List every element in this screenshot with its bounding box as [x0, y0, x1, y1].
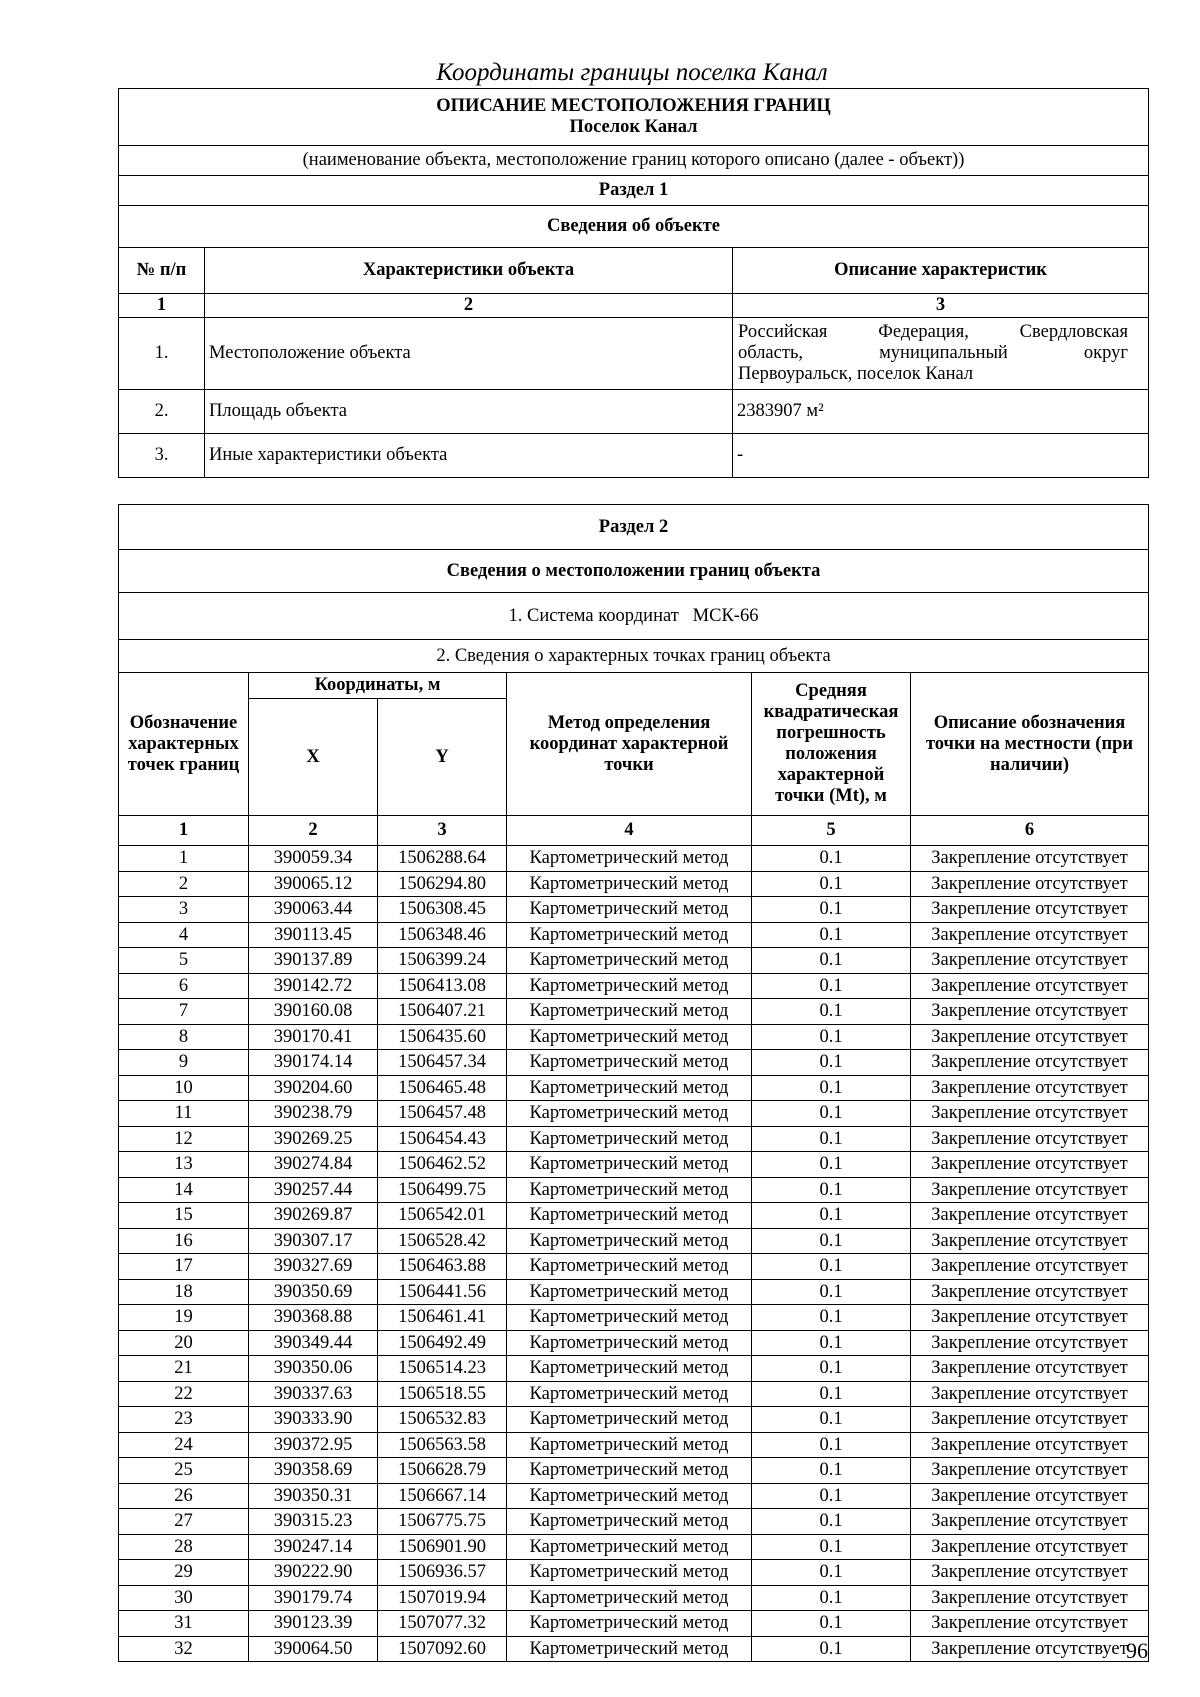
point-id: 3 — [119, 897, 249, 923]
header-coordinates: Координаты, м — [249, 673, 507, 699]
point-method: Картометрический метод — [507, 1483, 752, 1509]
point-x: 390274.84 — [249, 1152, 378, 1178]
point-description: Закрепление отсутствует — [911, 1483, 1149, 1509]
point-x: 390160.08 — [249, 999, 378, 1025]
point-error: 0.1 — [752, 1407, 911, 1433]
header-y: Y — [378, 699, 507, 816]
object-info-table — [118, 88, 1149, 478]
point-description: Закрепление отсутствует — [911, 1585, 1149, 1611]
table-row — [119, 871, 1149, 897]
section2-title: Сведения о местоположении границ объекта — [119, 550, 1149, 593]
point-id: 32 — [119, 1636, 249, 1662]
point-x: 390257.44 — [249, 1177, 378, 1203]
col-number: 1 — [119, 816, 249, 846]
description-heading-cell — [119, 89, 1149, 146]
table-row — [119, 973, 1149, 999]
location-line: Российская Федерация, Свердловская — [738, 322, 1129, 342]
col-number: 2 — [249, 816, 378, 846]
table-row — [119, 1611, 1149, 1637]
point-error: 0.1 — [752, 1611, 911, 1637]
section1-title: Сведения об объекте — [119, 206, 1149, 248]
point-method: Картометрический метод — [507, 871, 752, 897]
point-x: 390113.45 — [249, 922, 378, 948]
point-method: Картометрический метод — [507, 1254, 752, 1280]
point-id: 14 — [119, 1177, 249, 1203]
point-description: Закрепление отсутствует — [911, 1534, 1149, 1560]
point-id: 5 — [119, 948, 249, 974]
page-title: Координаты границы поселка Канал — [436, 59, 828, 86]
point-method: Картометрический метод — [507, 1101, 752, 1127]
point-y: 1506348.46 — [378, 922, 507, 948]
table-row — [119, 897, 1149, 923]
point-description: Закрепление отсутствует — [911, 1560, 1149, 1586]
point-description: Закрепление отсутствует — [911, 1509, 1149, 1535]
point-method: Картометрический метод — [507, 1432, 752, 1458]
location-line: область, муниципальный округ — [738, 343, 1129, 363]
point-description: Закрепление отсутствует — [911, 948, 1149, 974]
table-row — [119, 999, 1149, 1025]
table-row — [119, 1585, 1149, 1611]
point-method: Картометрический метод — [507, 1305, 752, 1331]
point-id: 2 — [119, 871, 249, 897]
point-error: 0.1 — [752, 1254, 911, 1280]
point-description: Закрепление отсутствует — [911, 1432, 1149, 1458]
point-error: 0.1 — [752, 1024, 911, 1050]
point-id: 11 — [119, 1101, 249, 1127]
point-y: 1506435.60 — [378, 1024, 507, 1050]
point-method: Картометрический метод — [507, 1152, 752, 1178]
point-method: Картометрический метод — [507, 1381, 752, 1407]
point-id: 20 — [119, 1330, 249, 1356]
point-id: 12 — [119, 1126, 249, 1152]
point-id: 21 — [119, 1356, 249, 1382]
point-description: Закрепление отсутствует — [911, 1330, 1149, 1356]
object-name: Поселок Канал — [569, 117, 698, 137]
point-description: Закрепление отсутствует — [911, 999, 1149, 1025]
point-x: 390337.63 — [249, 1381, 378, 1407]
description-heading: ОПИСАНИЕ МЕСТОПОЛОЖЕНИЯ ГРАНИЦ — [436, 96, 831, 116]
point-description: Закрепление отсутствует — [911, 1279, 1149, 1305]
table-row — [119, 1560, 1149, 1586]
point-x: 390204.60 — [249, 1075, 378, 1101]
point-method: Картометрический метод — [507, 1177, 752, 1203]
point-id: 26 — [119, 1483, 249, 1509]
point-method: Картометрический метод — [507, 1611, 752, 1637]
point-method: Картометрический метод — [507, 999, 752, 1025]
point-description: Закрепление отсутствует — [911, 1356, 1149, 1382]
point-x: 390059.34 — [249, 846, 378, 872]
point-id: 18 — [119, 1279, 249, 1305]
point-id: 28 — [119, 1534, 249, 1560]
point-x: 390368.88 — [249, 1305, 378, 1331]
point-method: Картометрический метод — [507, 1585, 752, 1611]
location-line: Первоуральск, поселок Канал — [738, 364, 974, 384]
point-description: Закрепление отсутствует — [911, 1381, 1149, 1407]
point-y: 1506399.24 — [378, 948, 507, 974]
point-description: Закрепление отсутствует — [911, 1177, 1149, 1203]
row-number: 3. — [119, 434, 205, 478]
point-id: 16 — [119, 1228, 249, 1254]
point-method: Картометрический метод — [507, 1050, 752, 1076]
table-row — [119, 948, 1149, 974]
point-error: 0.1 — [752, 1636, 911, 1662]
point-description: Закрепление отсутствует — [911, 1305, 1149, 1331]
table-row — [119, 922, 1149, 948]
point-error: 0.1 — [752, 922, 911, 948]
point-error: 0.1 — [752, 1560, 911, 1586]
point-y: 1506454.43 — [378, 1126, 507, 1152]
page-number: 96 — [1126, 1638, 1148, 1663]
point-x: 390315.23 — [249, 1509, 378, 1535]
row-number: 2. — [119, 390, 205, 434]
boundary-points-table — [118, 504, 1149, 1662]
col-number: 3 — [733, 294, 1149, 318]
point-id: 25 — [119, 1458, 249, 1484]
point-error: 0.1 — [752, 1458, 911, 1484]
table-row — [119, 1279, 1149, 1305]
point-id: 15 — [119, 1203, 249, 1229]
point-x: 390269.87 — [249, 1203, 378, 1229]
point-id: 31 — [119, 1611, 249, 1637]
point-x: 390349.44 — [249, 1330, 378, 1356]
point-y: 1506563.58 — [378, 1432, 507, 1458]
point-description: Закрепление отсутствует — [911, 1050, 1149, 1076]
point-y: 1506499.75 — [378, 1177, 507, 1203]
point-id: 13 — [119, 1152, 249, 1178]
point-error: 0.1 — [752, 1432, 911, 1458]
point-y: 1506288.64 — [378, 846, 507, 872]
point-method: Картометрический метод — [507, 1458, 752, 1484]
table-row — [119, 1228, 1149, 1254]
point-y: 1506667.14 — [378, 1483, 507, 1509]
table-row — [119, 1050, 1149, 1076]
point-method: Картометрический метод — [507, 1534, 752, 1560]
point-x: 390142.72 — [249, 973, 378, 999]
col-number: 2 — [205, 294, 733, 318]
table-row — [119, 1254, 1149, 1280]
point-x: 390350.69 — [249, 1279, 378, 1305]
point-id: 1 — [119, 846, 249, 872]
point-x: 390137.89 — [249, 948, 378, 974]
point-error: 0.1 — [752, 1509, 911, 1535]
point-x: 390238.79 — [249, 1101, 378, 1127]
points-body — [119, 846, 1149, 1662]
point-description: Закрепление отсутствует — [911, 1152, 1149, 1178]
area-value: 2383907 м² — [733, 390, 1149, 434]
point-error: 0.1 — [752, 1356, 911, 1382]
point-method: Картометрический метод — [507, 1407, 752, 1433]
point-method: Картометрический метод — [507, 1279, 752, 1305]
point-description: Закрепление отсутствует — [911, 846, 1149, 872]
point-x: 390065.12 — [249, 871, 378, 897]
point-method: Картометрический метод — [507, 1024, 752, 1050]
point-y: 1506936.57 — [378, 1560, 507, 1586]
point-error: 0.1 — [752, 846, 911, 872]
point-id: 29 — [119, 1560, 249, 1586]
table-row — [119, 1126, 1149, 1152]
point-y: 1506407.21 — [378, 999, 507, 1025]
point-y: 1507092.60 — [378, 1636, 507, 1662]
col-header-characteristics: Характеристики объекта — [205, 248, 733, 294]
point-id: 27 — [119, 1509, 249, 1535]
table-row — [119, 1024, 1149, 1050]
point-x: 390123.39 — [249, 1611, 378, 1637]
point-method: Картометрический метод — [507, 1228, 752, 1254]
point-description: Закрепление отсутствует — [911, 1101, 1149, 1127]
header-error: Средняя квадратическая погрешность положения характерной точки (Mt), м — [752, 673, 911, 816]
point-id: 23 — [119, 1407, 249, 1433]
point-id: 24 — [119, 1432, 249, 1458]
header-x: X — [249, 699, 378, 816]
point-y: 1506461.41 — [378, 1305, 507, 1331]
point-error: 0.1 — [752, 1152, 911, 1178]
point-x: 390358.69 — [249, 1458, 378, 1484]
point-method: Картометрический метод — [507, 922, 752, 948]
section1-label: Раздел 1 — [119, 176, 1149, 206]
point-y: 1506528.42 — [378, 1228, 507, 1254]
point-x: 390372.95 — [249, 1432, 378, 1458]
point-x: 390064.50 — [249, 1636, 378, 1662]
point-description: Закрепление отсутствует — [911, 1075, 1149, 1101]
point-description: Закрепление отсутствует — [911, 1024, 1149, 1050]
point-y: 1506465.48 — [378, 1075, 507, 1101]
table-row — [119, 1305, 1149, 1331]
table-row — [119, 1152, 1149, 1178]
point-method: Картометрический метод — [507, 973, 752, 999]
col-number: 5 — [752, 816, 911, 846]
point-y: 1506518.55 — [378, 1381, 507, 1407]
point-x: 390327.69 — [249, 1254, 378, 1280]
coordinate-system: 1. Система координат МСК-66 — [119, 593, 1149, 640]
point-description: Закрепление отсутствует — [911, 1611, 1149, 1637]
point-x: 390170.41 — [249, 1024, 378, 1050]
point-x: 390350.31 — [249, 1483, 378, 1509]
point-method: Картометрический метод — [507, 1509, 752, 1535]
point-method: Картометрический метод — [507, 1560, 752, 1586]
point-y: 1506457.48 — [378, 1101, 507, 1127]
point-id: 7 — [119, 999, 249, 1025]
point-description: Закрепление отсутствует — [911, 1126, 1149, 1152]
header-description: Описание обозначения точки на местности (при наличии) — [911, 673, 1149, 816]
point-id: 30 — [119, 1585, 249, 1611]
point-y: 1506308.45 — [378, 897, 507, 923]
point-id: 10 — [119, 1075, 249, 1101]
point-error: 0.1 — [752, 1279, 911, 1305]
point-description: Закрепление отсутствует — [911, 897, 1149, 923]
point-method: Картометрический метод — [507, 1356, 752, 1382]
point-description: Закрепление отсутствует — [911, 973, 1149, 999]
point-x: 390063.44 — [249, 897, 378, 923]
point-x: 390179.74 — [249, 1585, 378, 1611]
point-y: 1506514.23 — [378, 1356, 507, 1382]
table-row — [119, 1381, 1149, 1407]
row-number: 1. — [119, 318, 205, 390]
object-caption: (наименование объекта, местоположение границ которого описано (далее - объект)) — [119, 146, 1149, 176]
point-error: 0.1 — [752, 1101, 911, 1127]
point-method: Картометрический метод — [507, 1126, 752, 1152]
point-error: 0.1 — [752, 1483, 911, 1509]
col-number: 1 — [119, 294, 205, 318]
point-y: 1507077.32 — [378, 1611, 507, 1637]
table-row — [119, 1534, 1149, 1560]
point-y: 1506775.75 — [378, 1509, 507, 1535]
section2-label: Раздел 2 — [119, 505, 1149, 550]
point-y: 1506462.52 — [378, 1152, 507, 1178]
row-characteristic: Иные характеристики объекта — [205, 434, 733, 478]
col-number: 3 — [378, 816, 507, 846]
point-error: 0.1 — [752, 1075, 911, 1101]
point-method: Картометрический метод — [507, 1203, 752, 1229]
point-method: Картометрический метод — [507, 897, 752, 923]
point-description: Закрепление отсутствует — [911, 922, 1149, 948]
point-id: 22 — [119, 1381, 249, 1407]
table-row — [119, 1203, 1149, 1229]
location-value — [733, 318, 1149, 390]
table-row — [119, 1101, 1149, 1127]
table-row — [119, 1330, 1149, 1356]
point-description: Закрепление отсутствует — [911, 1407, 1149, 1433]
point-description: Закрепление отсутствует — [911, 1636, 1149, 1662]
col-header-num: № п/п — [119, 248, 205, 294]
point-x: 390174.14 — [249, 1050, 378, 1076]
point-y: 1506413.08 — [378, 973, 507, 999]
point-x: 390269.25 — [249, 1126, 378, 1152]
table-row — [119, 1483, 1149, 1509]
point-error: 0.1 — [752, 948, 911, 974]
point-x: 390222.90 — [249, 1560, 378, 1586]
point-x: 390307.17 — [249, 1228, 378, 1254]
point-error: 0.1 — [752, 1126, 911, 1152]
point-y: 1506294.80 — [378, 871, 507, 897]
point-error: 0.1 — [752, 897, 911, 923]
point-y: 1506542.01 — [378, 1203, 507, 1229]
other-value: - — [733, 434, 1149, 478]
point-error: 0.1 — [752, 1305, 911, 1331]
point-error: 0.1 — [752, 1203, 911, 1229]
point-method: Картометрический метод — [507, 948, 752, 974]
point-error: 0.1 — [752, 973, 911, 999]
point-description: Закрепление отсутствует — [911, 871, 1149, 897]
point-y: 1506441.56 — [378, 1279, 507, 1305]
table-row — [119, 1636, 1149, 1662]
point-id: 4 — [119, 922, 249, 948]
point-error: 0.1 — [752, 1050, 911, 1076]
point-method: Картометрический метод — [507, 1075, 752, 1101]
point-y: 1506463.88 — [378, 1254, 507, 1280]
point-description: Закрепление отсутствует — [911, 1254, 1149, 1280]
point-y: 1506457.34 — [378, 1050, 507, 1076]
table-row — [119, 846, 1149, 872]
point-y: 1506532.83 — [378, 1407, 507, 1433]
point-id: 9 — [119, 1050, 249, 1076]
point-x: 390350.06 — [249, 1356, 378, 1382]
table-row — [119, 1356, 1149, 1382]
col-header-description: Описание характеристик — [733, 248, 1149, 294]
point-error: 0.1 — [752, 871, 911, 897]
point-error: 0.1 — [752, 1228, 911, 1254]
point-error: 0.1 — [752, 1177, 911, 1203]
point-method: Картометрический метод — [507, 846, 752, 872]
point-error: 0.1 — [752, 999, 911, 1025]
table-row — [119, 1458, 1149, 1484]
header-designation: Обозначение характерных точек границ — [119, 673, 249, 816]
table-row — [119, 1177, 1149, 1203]
point-description: Закрепление отсутствует — [911, 1203, 1149, 1229]
point-y: 1506492.49 — [378, 1330, 507, 1356]
row-characteristic: Местоположение объекта — [205, 318, 733, 390]
point-y: 1506901.90 — [378, 1534, 507, 1560]
table-row — [119, 1509, 1149, 1535]
point-x: 390333.90 — [249, 1407, 378, 1433]
col-number: 4 — [507, 816, 752, 846]
table-row — [119, 1075, 1149, 1101]
point-description: Закрепление отсутствует — [911, 1228, 1149, 1254]
points-caption: 2. Сведения о характерных точках границ объекта — [119, 640, 1149, 673]
table-row — [119, 1407, 1149, 1433]
col-number: 6 — [911, 816, 1149, 846]
header-method: Метод определения координат характерной точки — [507, 673, 752, 816]
point-error: 0.1 — [752, 1534, 911, 1560]
point-error: 0.1 — [752, 1585, 911, 1611]
point-id: 17 — [119, 1254, 249, 1280]
point-method: Картометрический метод — [507, 1636, 752, 1662]
point-y: 1506628.79 — [378, 1458, 507, 1484]
point-y: 1507019.94 — [378, 1585, 507, 1611]
point-id: 19 — [119, 1305, 249, 1331]
row-characteristic: Площадь объекта — [205, 390, 733, 434]
point-error: 0.1 — [752, 1330, 911, 1356]
point-id: 8 — [119, 1024, 249, 1050]
point-method: Картометрический метод — [507, 1330, 752, 1356]
point-description: Закрепление отсутствует — [911, 1458, 1149, 1484]
point-x: 390247.14 — [249, 1534, 378, 1560]
point-id: 6 — [119, 973, 249, 999]
point-error: 0.1 — [752, 1381, 911, 1407]
table-row — [119, 1432, 1149, 1458]
